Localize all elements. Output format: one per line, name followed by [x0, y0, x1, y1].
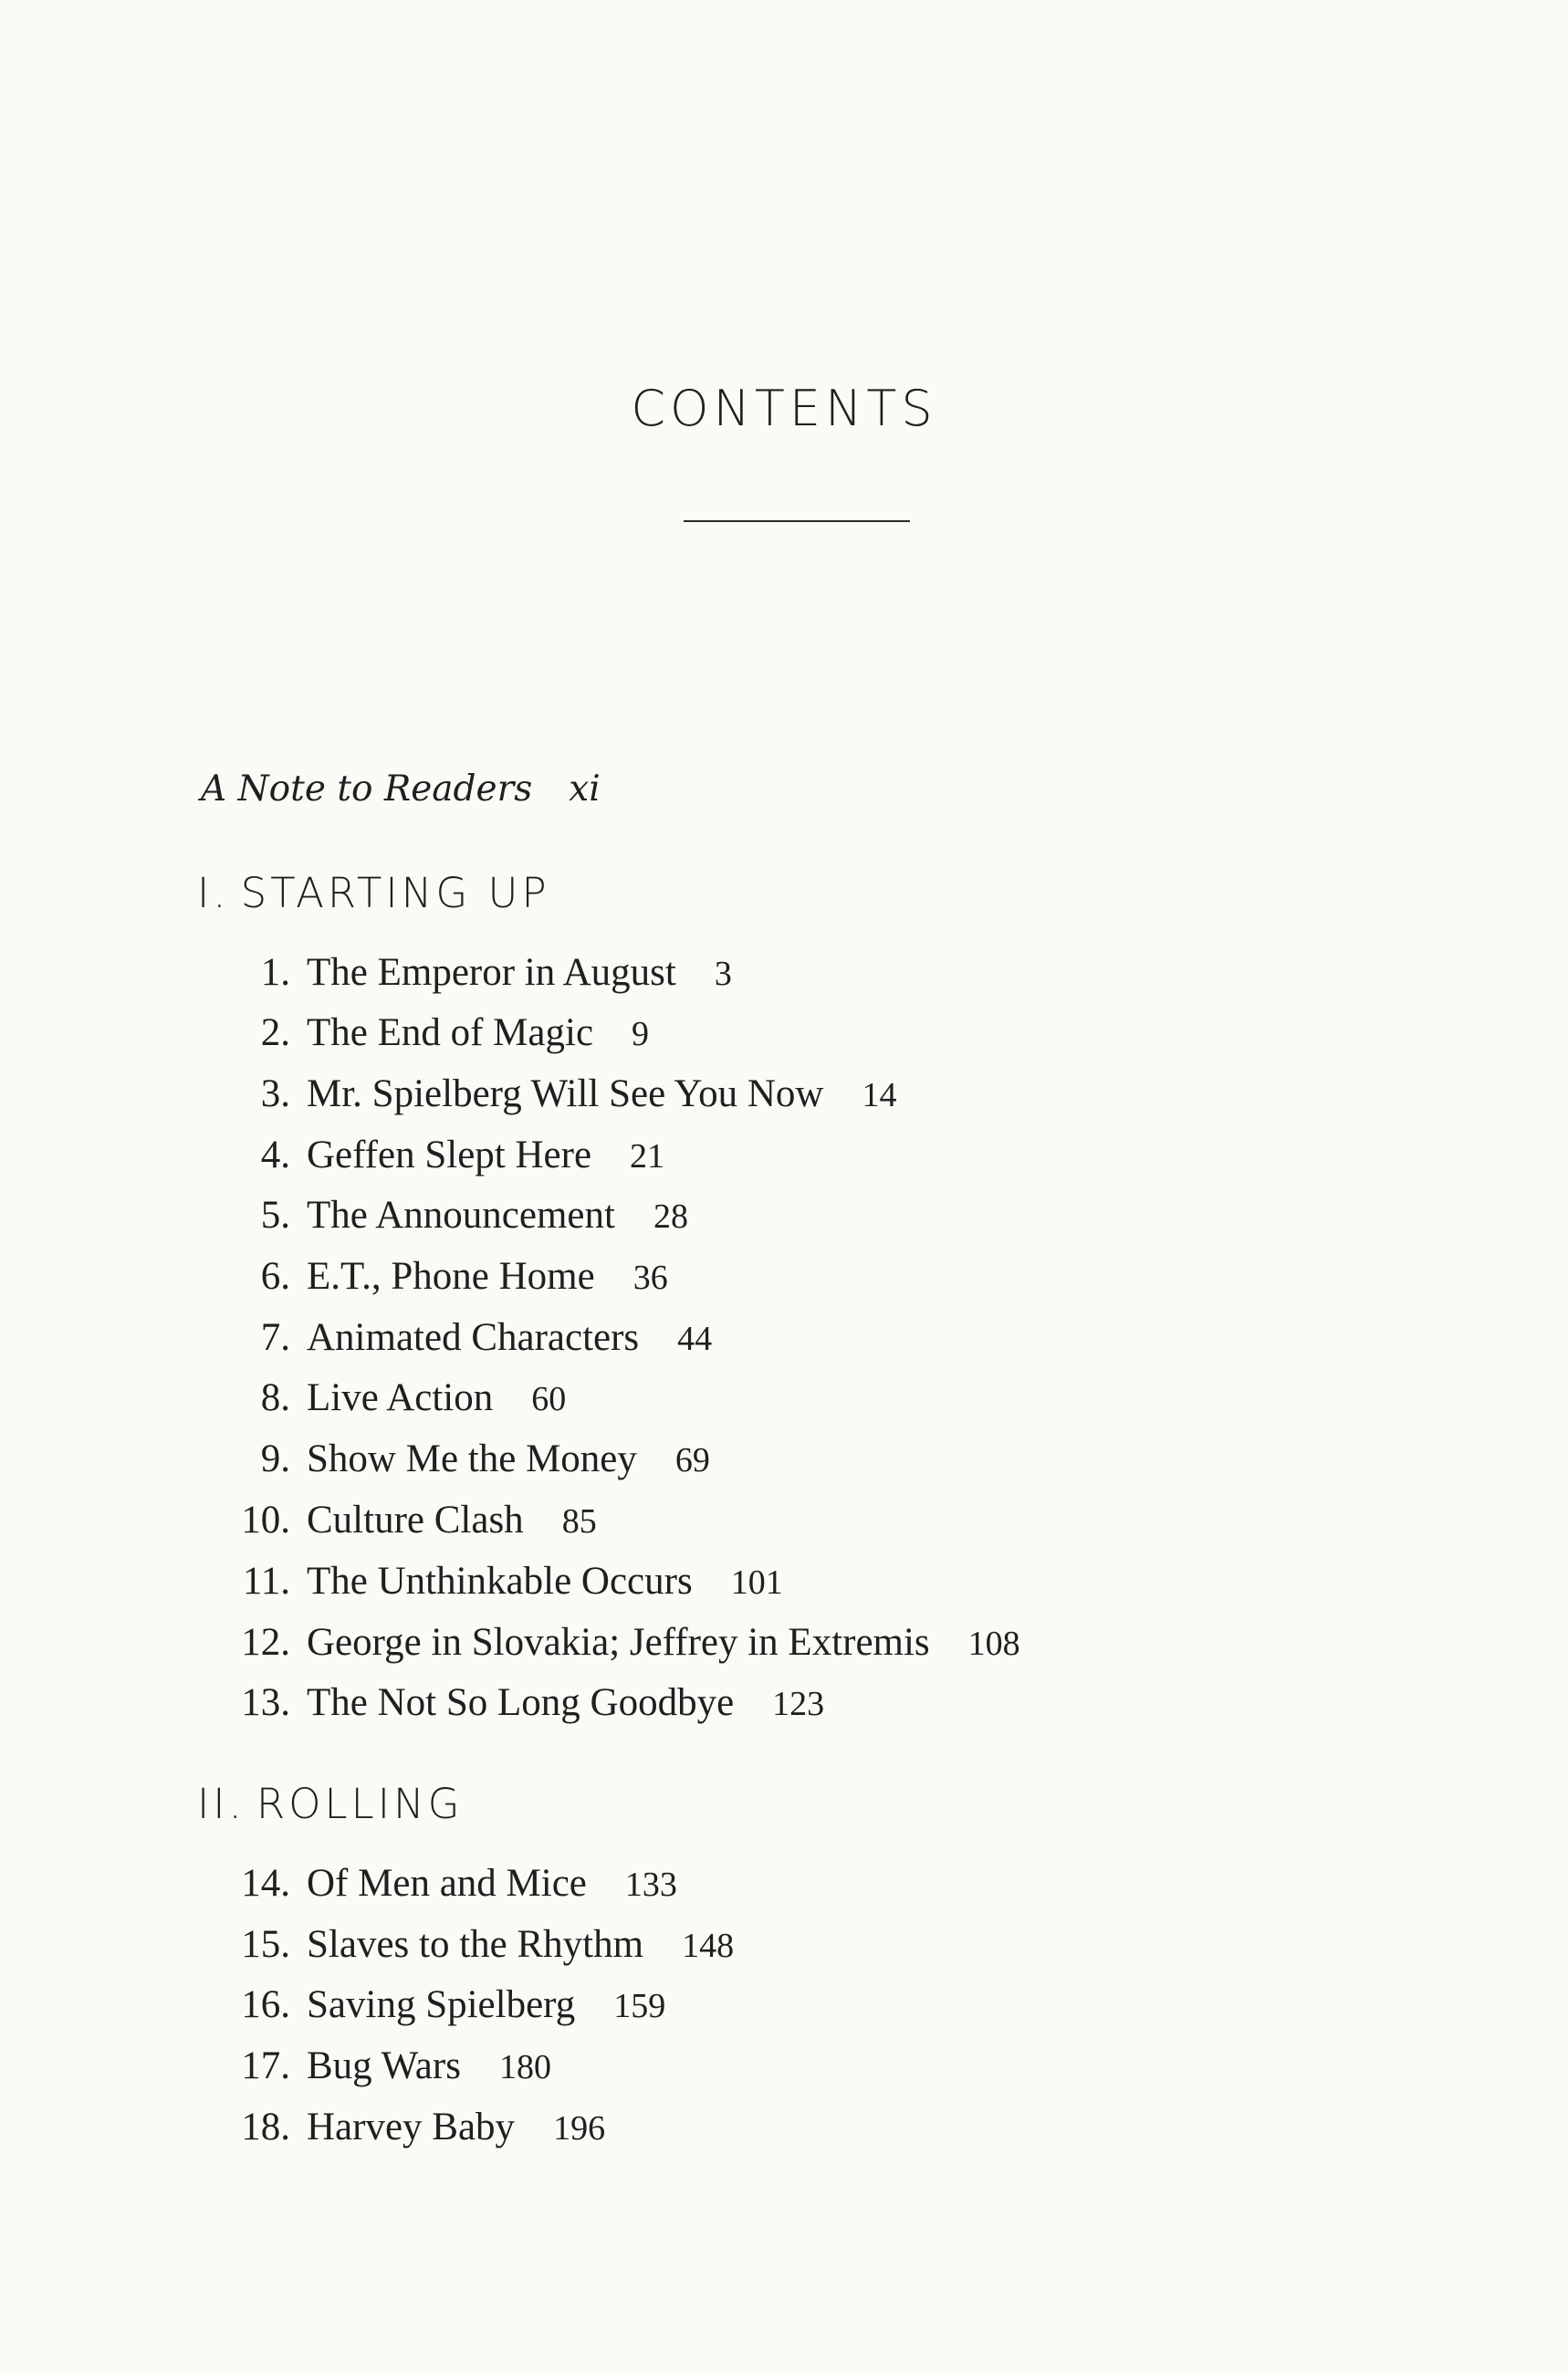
- chapter-number: 8.: [260, 1376, 290, 1419]
- chapter-number: 15.: [241, 1923, 290, 1966]
- chapter-title: The Unthinkable Occurs: [307, 1560, 693, 1603]
- chapter-page: 196: [553, 2109, 606, 2148]
- chapter-number: 12.: [241, 1621, 290, 1664]
- chapter-page: 36: [632, 1259, 668, 1297]
- chapter-number: 3.: [260, 1072, 290, 1115]
- front-matter-entry[interactable]: [201, 768, 601, 810]
- toc-entry[interactable]: [208, 1678, 824, 1729]
- chapter-page: 28: [653, 1197, 688, 1236]
- toc-entry[interactable]: [208, 1008, 649, 1059]
- chapter-title: E.T., Phone Home: [307, 1255, 595, 1298]
- chapter-number: 7.: [260, 1316, 290, 1359]
- chapter-title: Live Action: [307, 1376, 494, 1419]
- toc-entry[interactable]: [208, 1190, 688, 1241]
- chapter-title: Saving Spielberg: [307, 1983, 576, 2026]
- toc-entry[interactable]: [208, 2041, 551, 2092]
- chapter-page: 159: [613, 1987, 666, 2025]
- toc-entry[interactable]: [208, 1251, 668, 1302]
- chapter-number: 6.: [260, 1255, 290, 1298]
- page-title: CONTENTS: [631, 380, 937, 437]
- chapter-number: 4.: [260, 1134, 290, 1176]
- chapter-title: The Announcement: [307, 1194, 615, 1237]
- part-heading: [197, 869, 550, 917]
- chapter-number: 1.: [260, 951, 290, 994]
- chapter-page: 60: [531, 1380, 567, 1418]
- toc-entry[interactable]: [208, 1373, 566, 1424]
- chapter-title: Harvey Baby: [307, 2106, 516, 2148]
- toc-entry[interactable]: [208, 947, 732, 998]
- toc-entry[interactable]: [208, 1858, 677, 1909]
- chapter-number: 5.: [260, 1194, 290, 1237]
- chapter-number: 17.: [241, 2044, 290, 2087]
- part-title: ROLLING: [256, 1780, 464, 1828]
- chapter-page: 44: [677, 1320, 713, 1358]
- chapter-number: 10.: [241, 1499, 290, 1542]
- chapter-page: 9: [632, 1015, 650, 1053]
- chapter-number: 13.: [241, 1681, 290, 1724]
- chapter-title: Geffen Slept Here: [307, 1134, 592, 1176]
- chapter-number: 16.: [241, 1983, 290, 2026]
- part-numeral: I.: [197, 869, 230, 917]
- chapter-title: Mr. Spielberg Will See You Now: [307, 1072, 824, 1115]
- chapter-page: 123: [772, 1685, 825, 1723]
- toc-entry[interactable]: [208, 1434, 710, 1485]
- toc-entry[interactable]: [208, 1980, 665, 2031]
- toc-entry[interactable]: [208, 1919, 734, 1971]
- toc-entry[interactable]: [208, 1617, 1020, 1668]
- chapter-page: 180: [498, 2048, 551, 2086]
- chapter-page: 14: [862, 1076, 897, 1114]
- toc-entry[interactable]: [208, 1312, 712, 1364]
- chapter-page: 101: [730, 1563, 783, 1602]
- chapter-page: 21: [630, 1137, 665, 1176]
- chapter-page: 148: [682, 1927, 735, 1965]
- chapter-number: 9.: [260, 1437, 290, 1480]
- part-numeral: II.: [197, 1780, 246, 1828]
- chapter-title: Bug Wars: [307, 2044, 461, 2087]
- chapter-title: Animated Characters: [307, 1316, 640, 1359]
- chapter-page: 133: [624, 1866, 677, 1904]
- front-matter-page: xi: [569, 768, 601, 810]
- chapter-number: 11.: [242, 1560, 290, 1603]
- chapter-title: Show Me the Money: [307, 1437, 637, 1480]
- chapter-number: 14.: [241, 1862, 290, 1905]
- chapter-page: 3: [714, 955, 732, 993]
- chapter-number: 2.: [260, 1011, 290, 1054]
- chapter-title: Slaves to the Rhythm: [307, 1923, 644, 1966]
- front-matter-label: A Note to Readers: [201, 768, 533, 810]
- chapter-page: 108: [967, 1625, 1020, 1663]
- chapter-page: 85: [561, 1502, 597, 1541]
- title-rule: [684, 520, 910, 522]
- chapter-title: The End of Magic: [307, 1011, 594, 1054]
- chapter-title: The Emperor in August: [307, 951, 676, 994]
- chapter-number: 18.: [241, 2106, 290, 2148]
- part-title: STARTING UP: [240, 869, 550, 917]
- toc-entry[interactable]: [208, 2102, 605, 2153]
- chapter-title: Of Men and Mice: [307, 1862, 587, 1905]
- toc-entry[interactable]: [208, 1069, 896, 1120]
- part-heading: [197, 1780, 464, 1828]
- toc-entry[interactable]: [208, 1130, 664, 1181]
- chapter-title: George in Slovakia; Jeffrey in Extremis: [307, 1621, 930, 1664]
- chapter-title: Culture Clash: [307, 1499, 524, 1542]
- toc-entry[interactable]: [208, 1495, 597, 1546]
- toc-entry[interactable]: [208, 1556, 783, 1607]
- chapter-title: The Not So Long Goodbye: [307, 1681, 735, 1724]
- chapter-page: 69: [674, 1441, 710, 1479]
